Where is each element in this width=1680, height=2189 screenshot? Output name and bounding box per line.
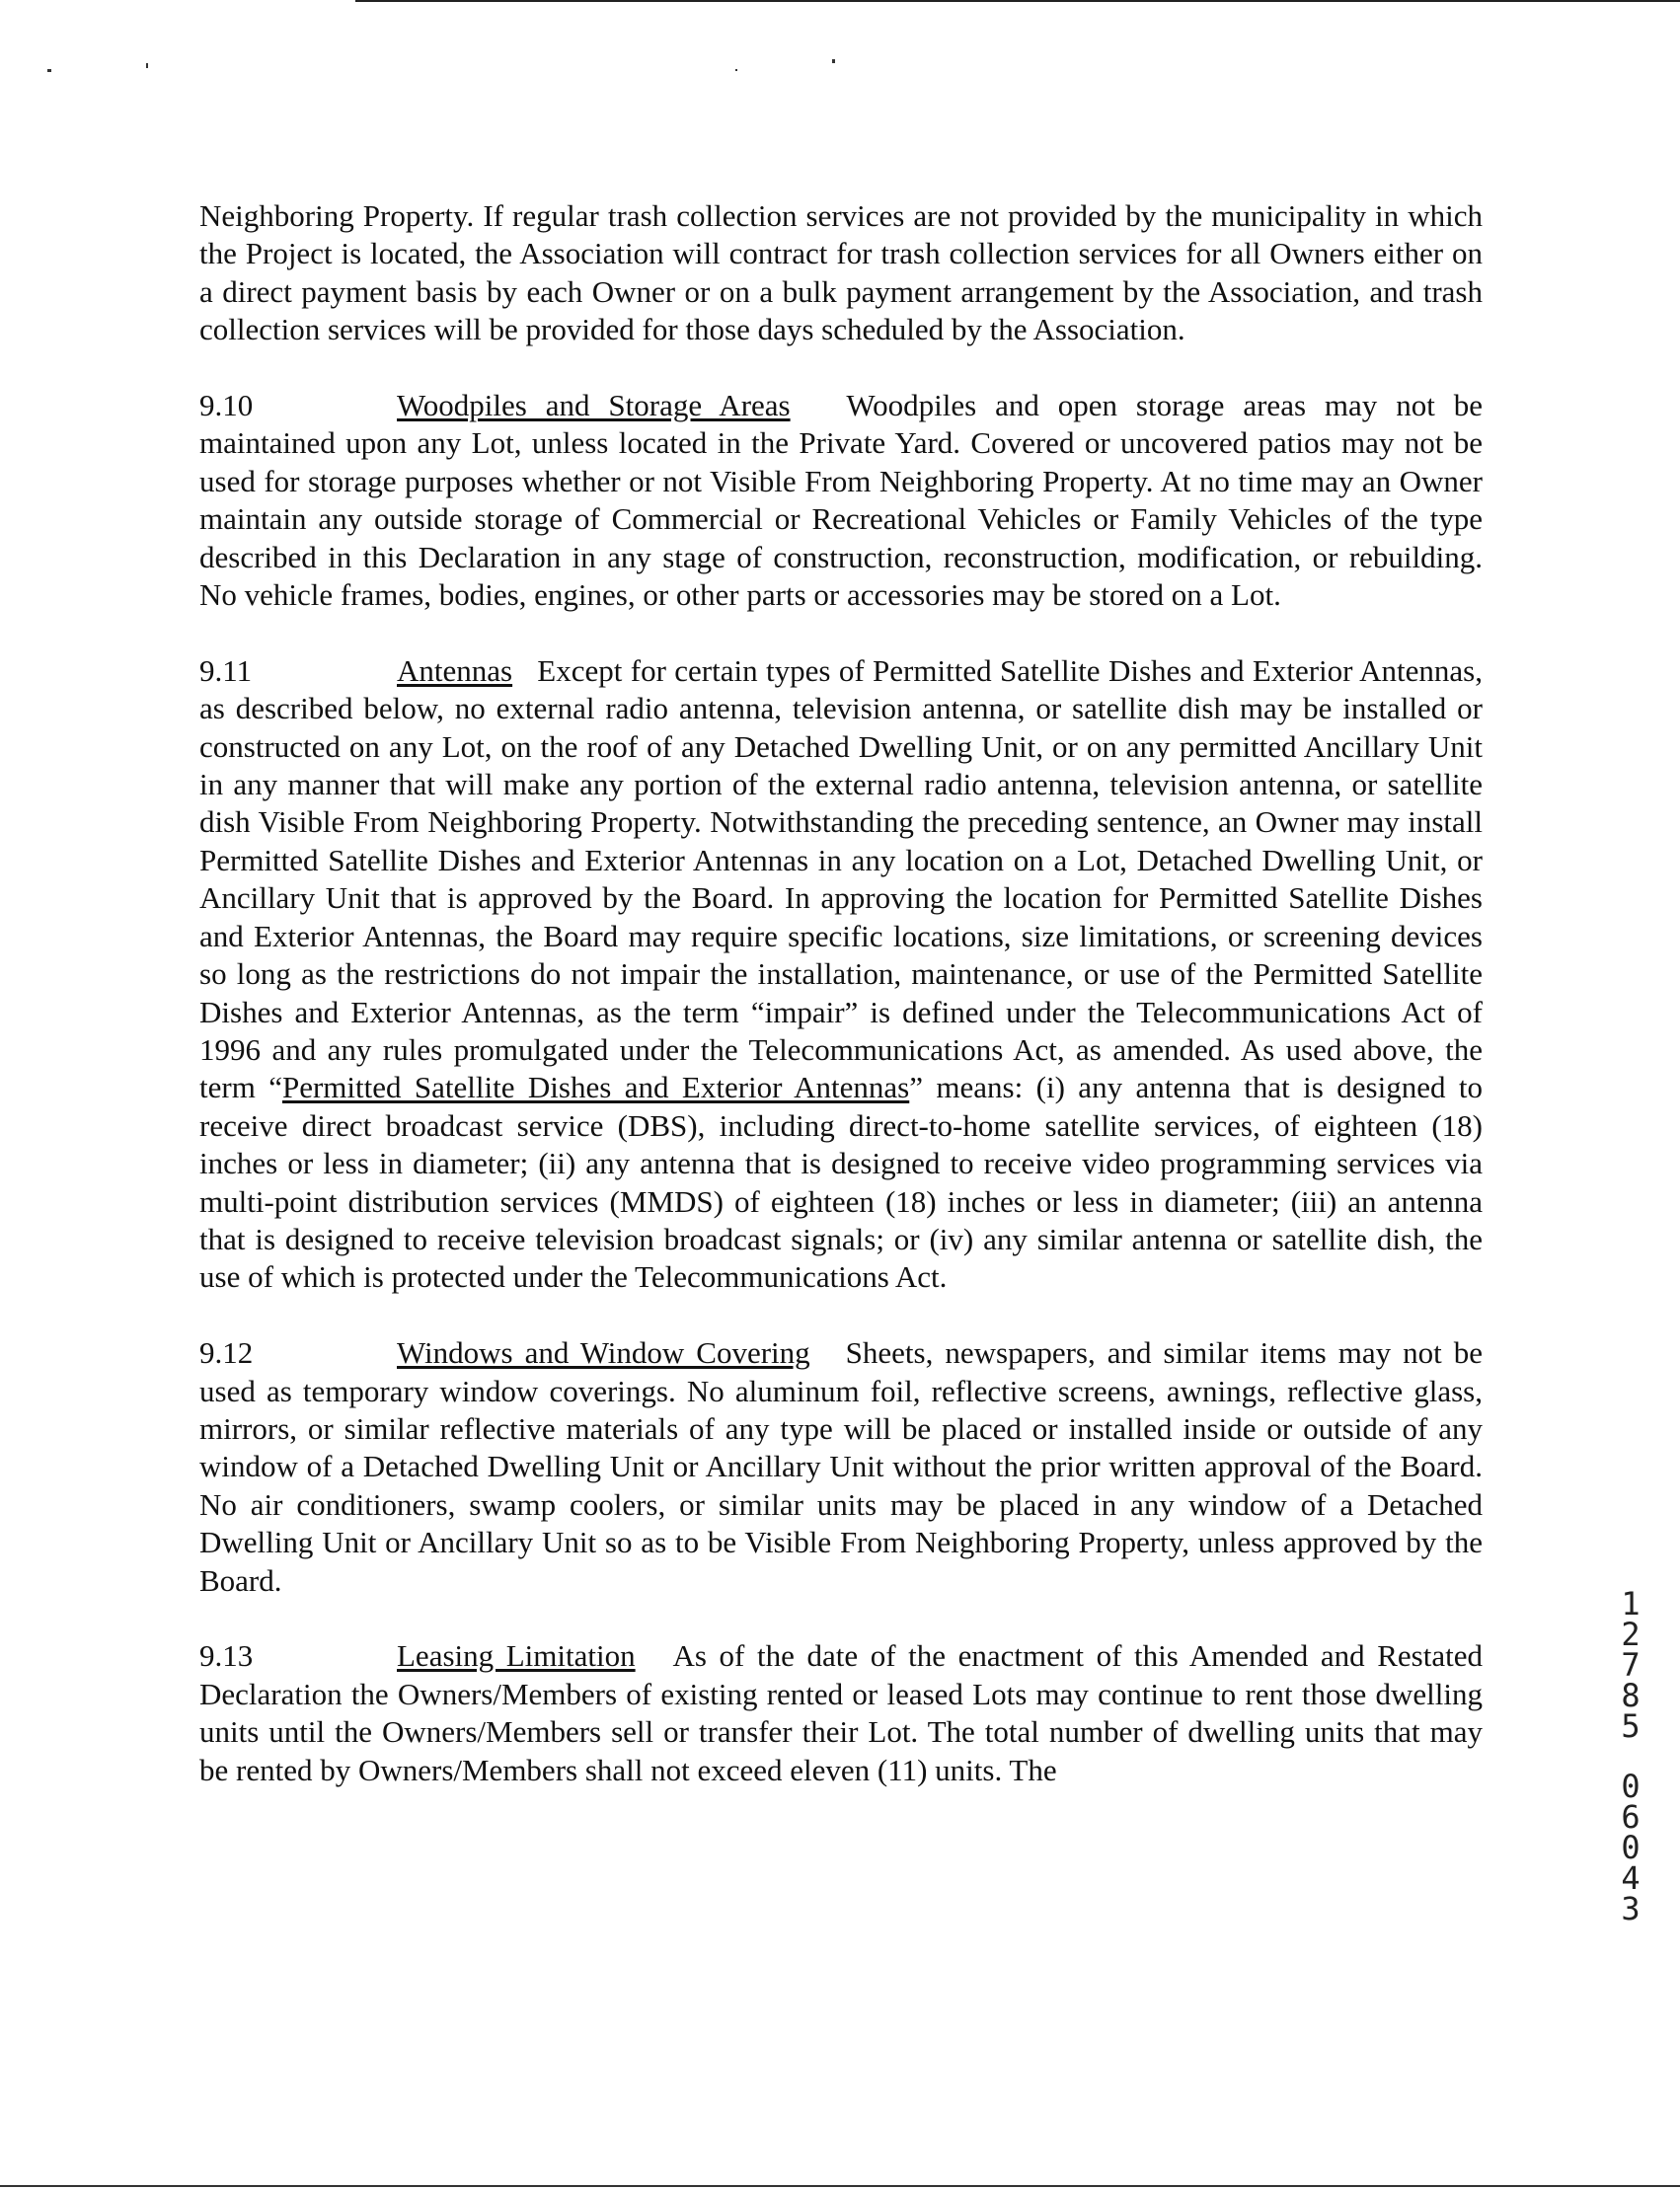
stamp-digit: 3 (1621, 1890, 1641, 1927)
stamp-digit: 0 (1621, 1768, 1641, 1805)
section-number: 9.10 (199, 388, 254, 423)
scan-speck (735, 69, 737, 71)
section-number: 9.11 (199, 652, 253, 688)
section-number: 9.13 (199, 1638, 254, 1674)
scan-speck (832, 59, 835, 63)
intro-paragraph: Neighboring Property. If regular trash collection services are not provided by the municipality in which the Project is located, the Association will contract for trash collection services for all Owners either on a direct payment basis by each Owner or on a bulk payment arrangement by the Association, and trash collection services will be provided for those days scheduled by the Association. (199, 198, 1483, 347)
section-9-11 (199, 652, 1483, 1297)
stamp-digit: 8 (1621, 1677, 1641, 1714)
stamp-digit: 5 (1621, 1707, 1641, 1745)
section-text: Except for certain types of Permitted Satellite Dishes and Exterior Antennas, as described below, no external radio antenna, television antenna, or satellite dish may be installed or constructed on any Lot, on the roof of any Detached Dwelling Unit, or on any permitted Ancillary Unit in any manner that will make any portion of the external radio antenna, television antenna, or satellite dish Visible From Neighboring Property. Notwithstanding the preceding sentence, an Owner may install Permitted Satellite Dishes and Exterior Antennas in any location on a Lot, Detached Dwelling Unit, or Ancillary Unit that is approved by the Board. In approving the location for Permitted Satellite Dishes and Exterior Antennas, the Board may require specific locations, size limitations, or screening devices so long as the restrictions do not impair the installation, maintenance, or use of the Permitted Satellite Dishes and Exterior Antennas, as the term “impair” is defined under the Telecommunications Act of 1996 and any rules promulgated under the Telecommunications Act, as amended. As used above, the term “ (199, 652, 1483, 1105)
stamp-digit: 7 (1621, 1646, 1641, 1684)
scan-speck (47, 69, 51, 72)
stamp-digit: 1 (1621, 1585, 1641, 1623)
recording-stamp (1611, 1585, 1650, 1927)
stamp-digit: 6 (1621, 1798, 1641, 1836)
stamp-digit: 4 (1621, 1859, 1641, 1897)
section-9-10 (199, 387, 1483, 614)
section-heading: Windows and Window Covering (397, 1335, 810, 1371)
stamp-digit: 2 (1621, 1616, 1641, 1653)
section-text: As of the date of the enactment of this Amended and Restated Declaration the Owners/Members of existing rented or leased Lots may continue to rent those dwelling units until the Owners/Members sell or transfer their Lot. The total number of dwelling units that may be rented by Owners/Members shall not exceed eleven (11) units. The (199, 1638, 1483, 1787)
scan-edge-top (355, 0, 1680, 2)
defined-term: Permitted Satellite Dishes and Exterior Antennas (281, 1070, 910, 1105)
section-heading: Antennas (397, 652, 513, 688)
scan-edge-bottom (0, 2185, 1680, 2187)
scan-speck (146, 63, 148, 68)
section-text: Sheets, newspapers, and similar items may not be used as temporary window coverings. No aluminum foil, reflective screens, awnings, reflective glass, mirrors, or similar reflective materials of any type will be placed or installed inside or outside of any window of a Detached Dwelling Unit or Ancillary Unit without the prior written approval of the Board. No air conditioners, swamp coolers, or similar units may be placed in any window of a Detached Dwelling Unit or Ancillary Unit so as to be Visible From Neighboring Property, unless approved by the Board. (199, 1335, 1483, 1598)
section-9-12 (199, 1334, 1483, 1600)
section-heading: Leasing Limitation (397, 1638, 636, 1674)
section-9-13 (199, 1637, 1483, 1789)
stamp-digit: 0 (1621, 1829, 1641, 1866)
section-number: 9.12 (199, 1335, 254, 1371)
document-body (199, 197, 1483, 1827)
section-text: Woodpiles and open storage areas may not be maintained upon any Lot, unless located in the Private Yard. Covered or uncovered patios may not be used for storage purposes whether or not Visible From Neighboring Property. At no time may an Owner maintain any outside storage of Commercial or Recreational Vehicles or Family Vehicles of the type described in this Declaration in any stage of construction, reconstruction, modification, or rebuilding. No vehicle frames, bodies, engines, or other parts or accessories may be stored on a Lot. (199, 388, 1483, 613)
section-heading: Woodpiles and Storage Areas (397, 388, 791, 423)
section-text-continued: ” means: (i) any antenna that is designed to receive direct broadcast service (DBS), including direct-to-home satellite services, of eighteen (18) inches or less in diameter; (ii) any antenna that is designed to receive video programming services via multi-point distribution services (MMDS) of eighteen (18) inches or less in diameter; (iii) an antenna that is designed to receive television broadcast signals; or (iv) any similar antenna or satellite dish, the use of which is protected under the Telecommunications Act. (199, 1070, 1483, 1295)
